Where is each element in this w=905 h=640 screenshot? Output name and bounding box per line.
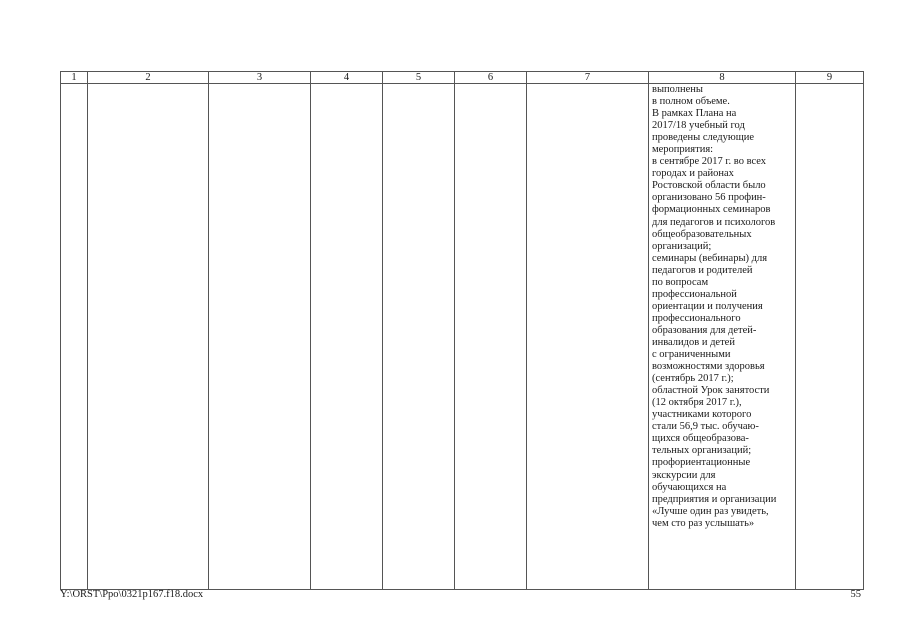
text-line: проведены следующие [652,132,755,144]
column-header-3: 3 [209,72,311,84]
text-line: участниками которого [652,409,752,421]
text-line: предприятия и организации [652,493,777,505]
text-line: щихся общеобразова- [652,433,749,445]
text-line: (сентябрь 2017 г.); [652,373,734,385]
text-line: В рамках Плана на [652,108,737,120]
column-header-2: 2 [88,72,209,84]
text-line: организовано 56 профин- [652,192,766,204]
footer-file-path: Y:\ORST\Ppo\0321p167.f18.docx [60,589,204,600]
text-line: организаций; [652,240,712,252]
cell-col-2 [88,84,209,590]
text-line: по вопросам [652,276,709,288]
text-line: ориентации и получения [652,300,763,312]
cell-col-1 [61,84,88,590]
text-line: профориентационные [652,457,751,469]
text-line: для педагогов и психологов [652,216,776,228]
footer-page-number: 55 [850,589,861,600]
text-line: «Лучше один раз увидеть, [652,505,769,517]
column-header-1: 1 [61,72,88,84]
column-header-6: 6 [455,72,527,84]
cell-col-4 [311,84,383,590]
text-line: мероприятия: [652,144,714,156]
data-table [60,71,864,590]
column-header-9: 9 [796,72,864,84]
text-line: семинары (вебинары) для [652,252,768,264]
text-line: тельных организаций; [652,445,752,457]
text-line: в полном объеме. [652,96,730,108]
cell-col-7 [527,84,649,590]
table-row [61,84,864,590]
column-header-8: 8 [649,72,796,84]
cell-col-6 [455,84,527,590]
column-header-5: 5 [383,72,455,84]
cell-col-3 [209,84,311,590]
text-line: образования для детей- [652,324,757,336]
text-line: формационных семинаров [652,204,771,216]
text-line: выполнены [652,84,703,95]
text-line: Ростовской области было [652,180,766,192]
text-line: областной Урок занятости [652,385,770,397]
text-line: возможностями здоровья [652,361,765,373]
text-line: обучающихся на [652,481,727,493]
cell-col-8 [649,84,796,590]
text-line: чем сто раз услышать» [652,517,755,529]
text-line: стали 56,9 тыс. обучаю- [652,421,759,433]
text-line: общеобразовательных [652,228,752,240]
text-line: профессиональной [652,288,737,300]
text-line: педагогов и родителей [652,264,753,276]
header-row [61,72,864,84]
text-line: с ограниченными [652,349,731,361]
text-line: в сентябре 2017 г. во всех [652,156,767,168]
column-header-4: 4 [311,72,383,84]
text-line: инвалидов и детей [652,336,735,348]
text-line: 2017/18 учебный год [652,120,745,132]
cell-col-5 [383,84,455,590]
text-line: профессионального [652,312,741,324]
cell-col-8-text [652,84,793,530]
column-header-7: 7 [527,72,649,84]
text-line: городах и районах [652,168,734,180]
text-line: (12 октября 2017 г.), [652,397,742,409]
text-line: экскурсии для [652,469,716,481]
cell-col-9 [796,84,864,590]
